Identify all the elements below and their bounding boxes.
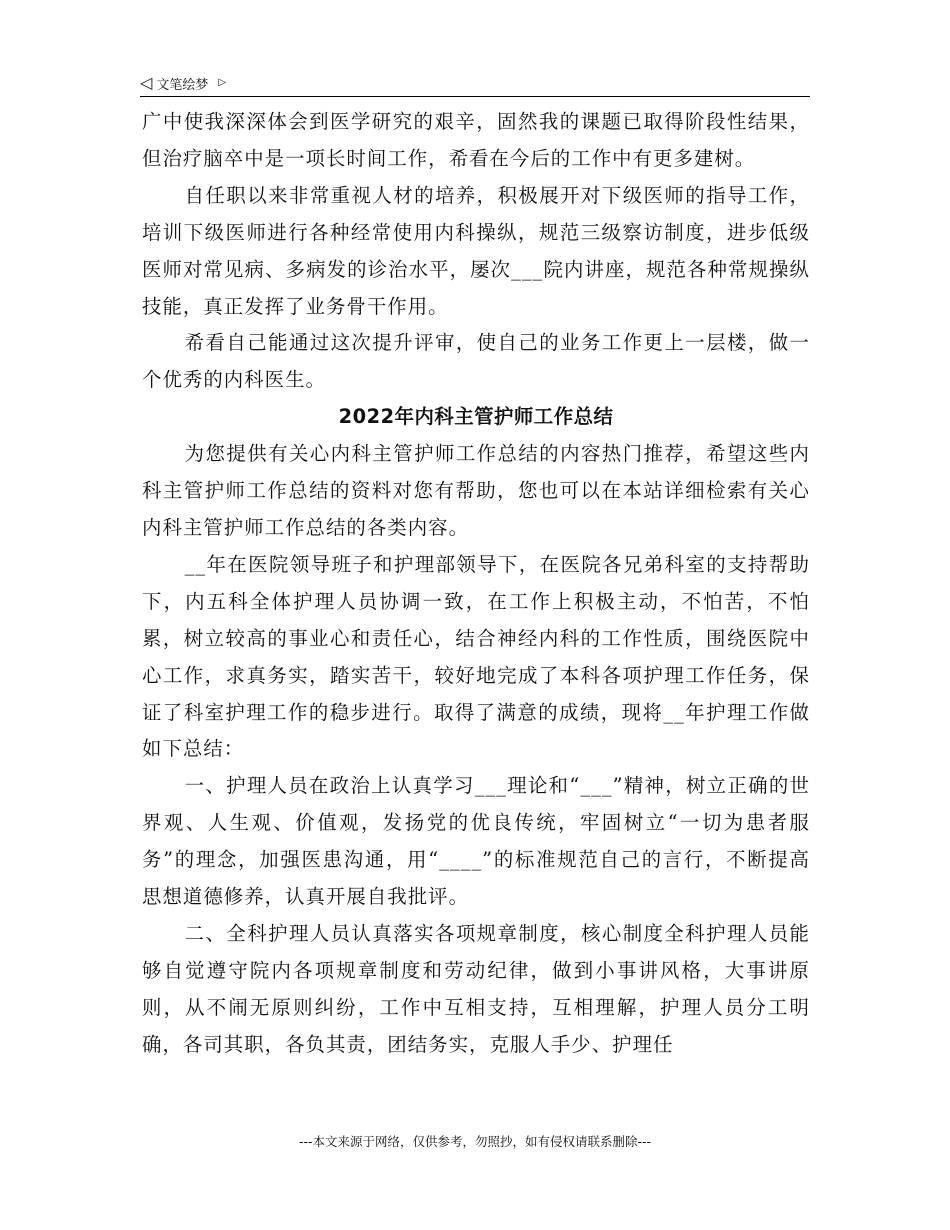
triangle-right-icon: ▷: [218, 77, 227, 88]
paragraph: 一、护理人员在政治上认真学习___理论和“___”精神，树立正确的世界观、人生观、价值观，发扬党的优良传统，牢固树立“一切为患者服务”的理念，加强医患沟通，用“____”的标准规范自己的言行，不断提高思想道德修养，认真开展自我批评。: [142, 774, 810, 909]
document-body: [142, 104, 810, 1064]
paragraph: 希看自己能通过这次提升评审，使自己的业务工作更上一层楼，做一个优秀的内科医生。: [142, 331, 810, 392]
paragraph-continuation: 广中使我深深体会到医学研究的艰辛，固然我的课题已取得阶段性结果，但治疗脑卒中是一项长时间工作，希看在今后的工作中有更多建树。: [142, 110, 810, 170]
header-title: 文笔绘梦: [156, 77, 209, 93]
paragraph: __年在医院领导班子和护理部领导下，在医院各兄弟科室的支持帮助下，内五科全体护理人员协调一致，在工作上积极主动，不怕苦，不怕累，树立较高的事业心和责任心，结合神经内科的工作性质，围绕医院中心工作，求真务实，踏实苦干，较好地完成了本科各项护理工作任务，保证了科室护理工作的稳步进行。取得了满意的成绩，现将__年护理工作做如下总结：: [142, 552, 810, 761]
paragraph: 自任职以来非常重视人材的培养，积极展开对下级医师的指导工作，培训下级医师进行各种经常使用内科操纵，规范三级察访制度，进步低级医师对常见病、多病发的诊治水平，屡次___院内讲座，规范各种常规操纵技能，真正发挥了业务骨干作用。: [142, 183, 810, 318]
triangle-left-icon: ◁: [140, 73, 153, 92]
page-footer: ---本文来源于网络，仅供参考，勿照抄，如有侵权请联系删除---: [298, 1134, 652, 1149]
section-title: 2022年内科主管护师工作总结: [338, 405, 614, 429]
paragraph: 为您提供有关心内科主管护师工作总结的内容热门推荐，希望这些内科主管护师工作总结的资料对您有帮助，您也可以在本站详细检索有关心内科主管护师工作总结的各类内容。: [142, 442, 810, 539]
paragraph: 二、全科护理人员认真落实各项规章制度，核心制度全科护理人员能够自觉遵守院内各项规章制度和劳动纪律，做到小事讲风格，大事讲原则，从不闹无原则纠纷，工作中互相支持，互相理解，护理人员分工明确，各司其职，各负其责，团结务实，克服人手少、护理任: [142, 921, 810, 1056]
page-header: [140, 70, 810, 97]
